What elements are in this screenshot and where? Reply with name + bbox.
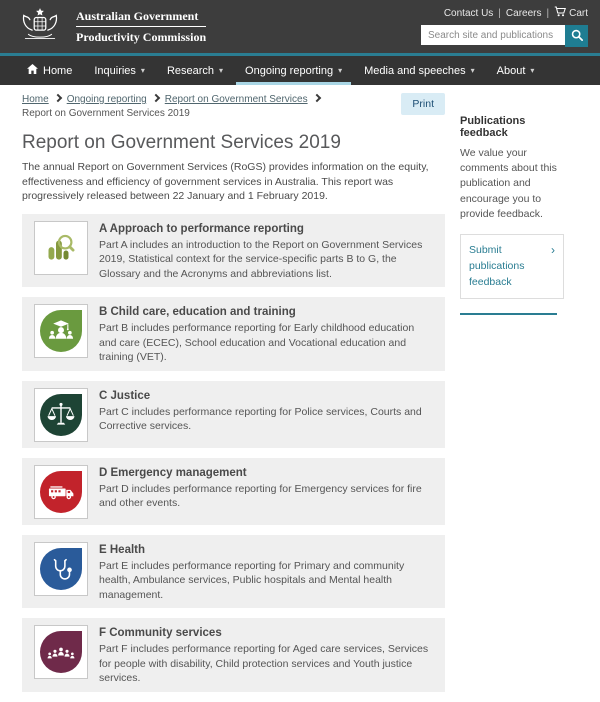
performance-chart-magnifier-icon (40, 227, 82, 269)
header-utilities (421, 6, 588, 47)
community-people-icon (40, 631, 82, 673)
part-e-description: Part E includes performance reporting for Primary and community health, Ambulance services, Public hospitals and Mental health management. (99, 559, 405, 601)
justice-scales-icon (40, 394, 82, 436)
part-e-title[interactable]: E Health (99, 543, 146, 556)
sidebar-heading: Publications feedback (460, 115, 526, 139)
nav-label: Media and speeches (364, 64, 466, 77)
nav-label: About (496, 64, 526, 77)
main-navigation (0, 56, 600, 85)
cart-link[interactable] (554, 6, 588, 20)
breadcrumb-link-rogs[interactable]: Report on Government Services (164, 94, 308, 105)
part-c-description: Part C includes performance reporting for Police services, Courts and Corrective services. (99, 405, 422, 433)
chevron-down-icon: ▾ (338, 66, 343, 75)
part-f-description: Part F includes performance reporting for Aged care services, Services for people with disability, Child protection services and Youth justice services. (99, 643, 429, 685)
gov-title: Australian Government (76, 10, 206, 27)
nav-item-inquiries[interactable] (83, 56, 156, 85)
sidebar-divider (460, 313, 557, 315)
search-icon (571, 29, 583, 44)
part-row-d[interactable] (22, 458, 445, 525)
breadcrumb-current: Report on Government Services 2019 (22, 108, 190, 119)
link-separator: | (546, 7, 550, 19)
breadcrumb-chevron-icon (53, 94, 61, 102)
part-a-description: Part A includes an introduction to the Report on Government Services 2019, Statistical context for the service-specific parts B to G, the Glossary and the Acronyms and abbreviations list. (99, 238, 423, 280)
part-row-f[interactable] (22, 618, 445, 691)
utility-links (444, 6, 588, 20)
chevron-down-icon: ▾ (470, 66, 475, 75)
page-title: Report on Government Services 2019 (22, 132, 341, 153)
site-search (421, 25, 588, 47)
gov-subtitle: Productivity Commission (76, 30, 207, 44)
education-people-icon (40, 310, 82, 352)
site-title (76, 10, 206, 43)
cart-label: Cart (569, 7, 588, 19)
fire-truck-icon (40, 471, 82, 513)
part-b-icon-tile (34, 304, 88, 358)
submit-feedback-label: Submit publications feedback (469, 244, 525, 288)
nav-label: Inquiries (94, 64, 136, 77)
search-input[interactable] (421, 25, 565, 45)
breadcrumb-link-home[interactable]: Home (22, 94, 49, 105)
nav-item-media-and-speeches[interactable] (353, 56, 486, 85)
part-row-b[interactable] (22, 297, 445, 370)
part-c-icon-tile (34, 388, 88, 442)
chevron-right-icon: › (551, 243, 555, 258)
cart-icon (554, 6, 566, 20)
search-button[interactable] (565, 25, 588, 47)
part-row-a[interactable] (22, 214, 445, 287)
nav-item-home[interactable] (16, 56, 83, 85)
contact-us-link[interactable]: Contact Us (443, 7, 494, 19)
site-header (0, 0, 600, 53)
site-logo[interactable] (14, 6, 206, 48)
part-b-description: Part B includes performance reporting for Early childhood education and care (ECEC), School education and Vocational education and training (VET). (99, 322, 415, 364)
stethoscope-icon (40, 548, 82, 590)
chevron-down-icon: ▾ (530, 66, 535, 75)
print-button[interactable]: Print (401, 93, 445, 115)
breadcrumb (22, 93, 352, 121)
link-separator: | (498, 7, 501, 19)
breadcrumb-link-ongoing-reporting[interactable]: Ongoing reporting (66, 94, 147, 105)
australian-coat-of-arms-icon (14, 6, 66, 48)
part-e-icon-tile (34, 542, 88, 596)
nav-label: Ongoing reporting (245, 64, 334, 77)
part-row-e[interactable] (22, 535, 445, 608)
nav-label: Home (43, 64, 73, 77)
careers-link[interactable]: Careers (505, 7, 542, 19)
part-c-title[interactable]: C Justice (99, 389, 151, 402)
part-f-title[interactable]: F Community services (99, 627, 222, 640)
part-a-icon-tile (34, 221, 88, 275)
submit-feedback-button[interactable] (460, 234, 564, 299)
part-b-title[interactable]: B Child care, education and training (99, 306, 296, 319)
nav-item-research[interactable] (156, 56, 234, 85)
nav-label: Research (166, 64, 215, 77)
nav-item-ongoing-reporting[interactable] (234, 56, 353, 85)
chevron-down-icon: ▾ (140, 66, 145, 75)
home-icon (27, 64, 38, 77)
publications-feedback-panel (460, 89, 564, 702)
part-f-icon-tile (34, 625, 88, 679)
sidebar-text: We value your comments about this publication and encourage you to provide feedback. (460, 147, 557, 220)
part-d-icon-tile (34, 465, 88, 519)
part-d-description: Part D includes performance reporting for Emergency services for fire and other events. (99, 482, 422, 510)
nav-item-about[interactable] (486, 56, 546, 85)
part-a-title[interactable]: A Approach to performance reporting (99, 222, 304, 235)
breadcrumb-chevron-icon (152, 94, 160, 102)
part-row-c[interactable] (22, 381, 445, 448)
chevron-down-icon: ▾ (219, 66, 224, 75)
part-d-title[interactable]: D Emergency management (99, 466, 247, 479)
breadcrumb-chevron-icon (312, 94, 320, 102)
page-intro: The annual Report on Government Services (RoGS) provides information on the equity, effectiveness and efficiency of government services in Australia. This report was progressively released between 22 January and 1 February 2019. (22, 160, 429, 203)
